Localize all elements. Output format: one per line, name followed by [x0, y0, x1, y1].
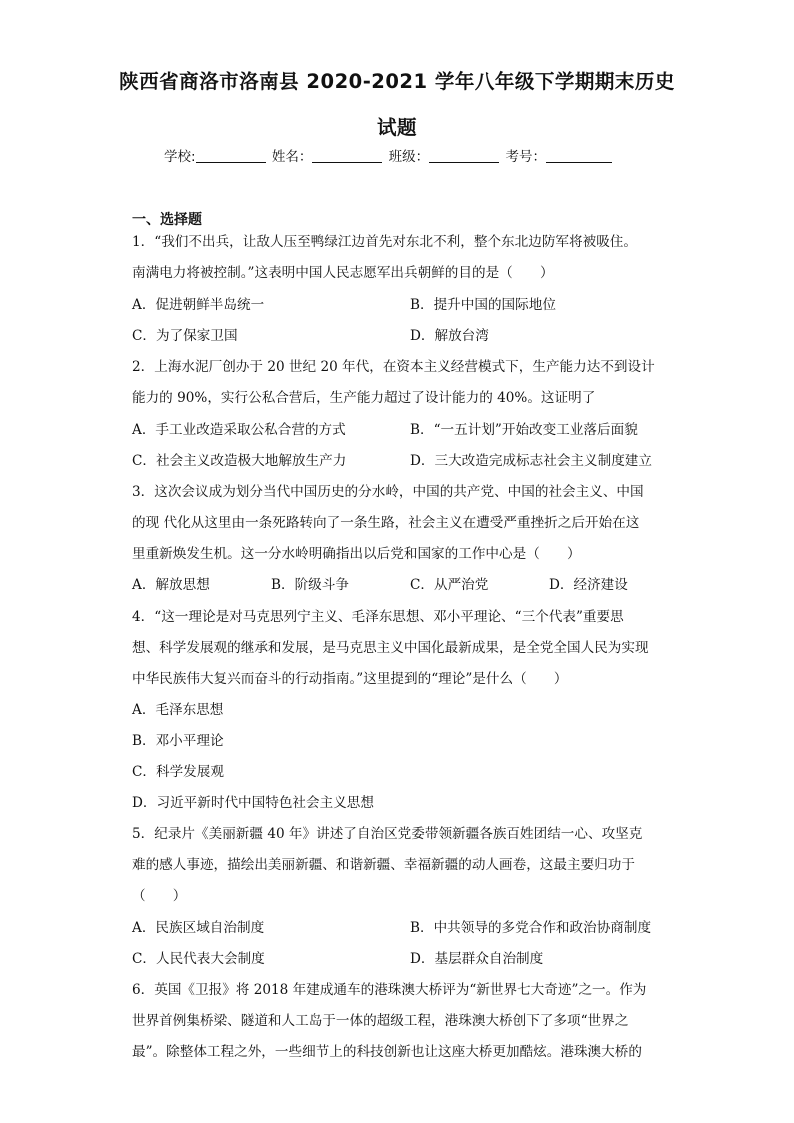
question-5-line-1: 5．纪录片《美丽新疆 40 年》讲述了自治区党委带领新疆各族百姓团结一心、攻坚克: [132, 826, 643, 842]
question-5-line-2: 难的感人事迹，描绘出美丽新疆、和谐新疆、幸福新疆的动人画卷，这最主要归功于: [132, 857, 635, 873]
question-3-line-3: 里重新焕发生机。这一分水岭明确指出以后党和国家的工作中心是（ ）: [132, 546, 581, 562]
school-label: 学校:: [164, 149, 196, 165]
question-2-option-c: C．社会主义改造极大地解放生产力: [132, 453, 347, 469]
question-4-option-b: B．邓小平理论: [132, 733, 224, 749]
school-blank: [196, 148, 266, 163]
question-2-line-2: 能力的 90%，实行公私合营后，生产能力超过了设计能力的 40%。这证明了: [132, 390, 596, 406]
question-3-option-d: D．经济建设: [549, 577, 628, 593]
question-3-line-1: 3．这次会议成为划分当代中国历史的分水岭，中国的共产党、中国的社会主义、中国: [132, 484, 644, 500]
question-1-line-2: 南满电力将被控制。”这表明中国人民志愿军出兵朝鲜的目的是（ ）: [132, 265, 554, 281]
question-1-option-c: C．为了保家卫国: [132, 328, 238, 344]
question-1-option-b: B．提升中国的国际地位: [410, 297, 556, 313]
student-info-row: [164, 145, 614, 165]
question-4-line-1: 4．“这一理论是对马克思列宁主义、毛泽东思想、邓小平理论、“三个代表”重要思: [132, 609, 624, 625]
question-3-option-b: B．阶级斗争: [271, 577, 349, 593]
question-5-line-3: （ ）: [132, 888, 187, 904]
name-blank: [312, 148, 382, 163]
question-1-line-1: 1．“我们不出兵，让敌人压至鸭绿江边首先对东北不利，整个东北边防军将被吸住。: [132, 234, 637, 250]
class-label: 班级：: [388, 149, 430, 165]
question-4-option-c: C．科学发展观: [132, 764, 224, 780]
name-label: 姓名：: [271, 149, 313, 165]
question-2-option-d: D．三大改造完成标志社会主义制度建立: [410, 453, 652, 469]
question-5-option-c: C．人民代表大会制度: [132, 951, 265, 967]
question-6-line-2: 世界首例集桥梁、隧道和人工岛于一体的超级工程，港珠澳大桥创下了多项“世界之: [132, 1013, 629, 1029]
question-6-line-1: 6．英国《卫报》将 2018 年建成通车的港珠澳大桥评为“新世界七大奇迹”之一。作为: [132, 982, 647, 998]
exam-no-label: 考号：: [505, 149, 546, 165]
question-3-option-c: C．从严治党: [410, 577, 489, 593]
class-blank: [429, 148, 499, 163]
question-3-option-a: A．解放思想: [132, 577, 210, 593]
question-4-line-3: 中华民族伟大复兴而奋斗的行动指南。”这里提到的“理论”是什么（ ）: [132, 671, 568, 687]
question-4-option-d: D．习近平新时代中国特色社会主义思想: [132, 795, 374, 811]
question-4-option-a: A．毛泽东思想: [132, 702, 224, 718]
question-2-option-b: B．“一五计划”开始改变工业落后面貌: [410, 422, 638, 438]
question-1-option-d: D．解放台湾: [410, 328, 489, 344]
question-5-option-a: A．民族区域自治制度: [132, 920, 265, 936]
section-title: 一、选择题: [132, 212, 202, 228]
question-5-option-b: B．中共领导的多党合作和政治协商制度: [410, 920, 652, 936]
question-6-line-3: 最”。除整体工程之外，一些细节上的科技创新也让这座大桥更加酷炫。港珠澳大桥的: [132, 1044, 642, 1060]
question-5-option-d: D．基层群众自治制度: [410, 951, 544, 967]
question-2-option-a: A．手工业改造采取公私合营的方式: [132, 422, 346, 438]
document-title-line-2: 试题: [376, 116, 417, 139]
exam-no-blank: [546, 148, 612, 163]
question-1-option-a: A．促进朝鲜半岛统一: [132, 297, 265, 313]
question-2-line-1: 2．上海水泥厂创办于 20 世纪 20 年代，在资本主义经营模式下，生产能力达不到设计: [132, 359, 655, 375]
question-3-line-2: 的现 代化从这里由一条死路转向了一条生路，社会主义在遭受严重挫折之后开始在这: [132, 515, 640, 531]
document-title-line-1: 陕西省商洛市洛南县 2020-2021 学年八年级下学期期末历史: [119, 70, 675, 93]
question-4-line-2: 想、科学发展观的继承和发展，是马克思主义中国化最新成果，是全党全国人民为实现: [132, 640, 649, 656]
